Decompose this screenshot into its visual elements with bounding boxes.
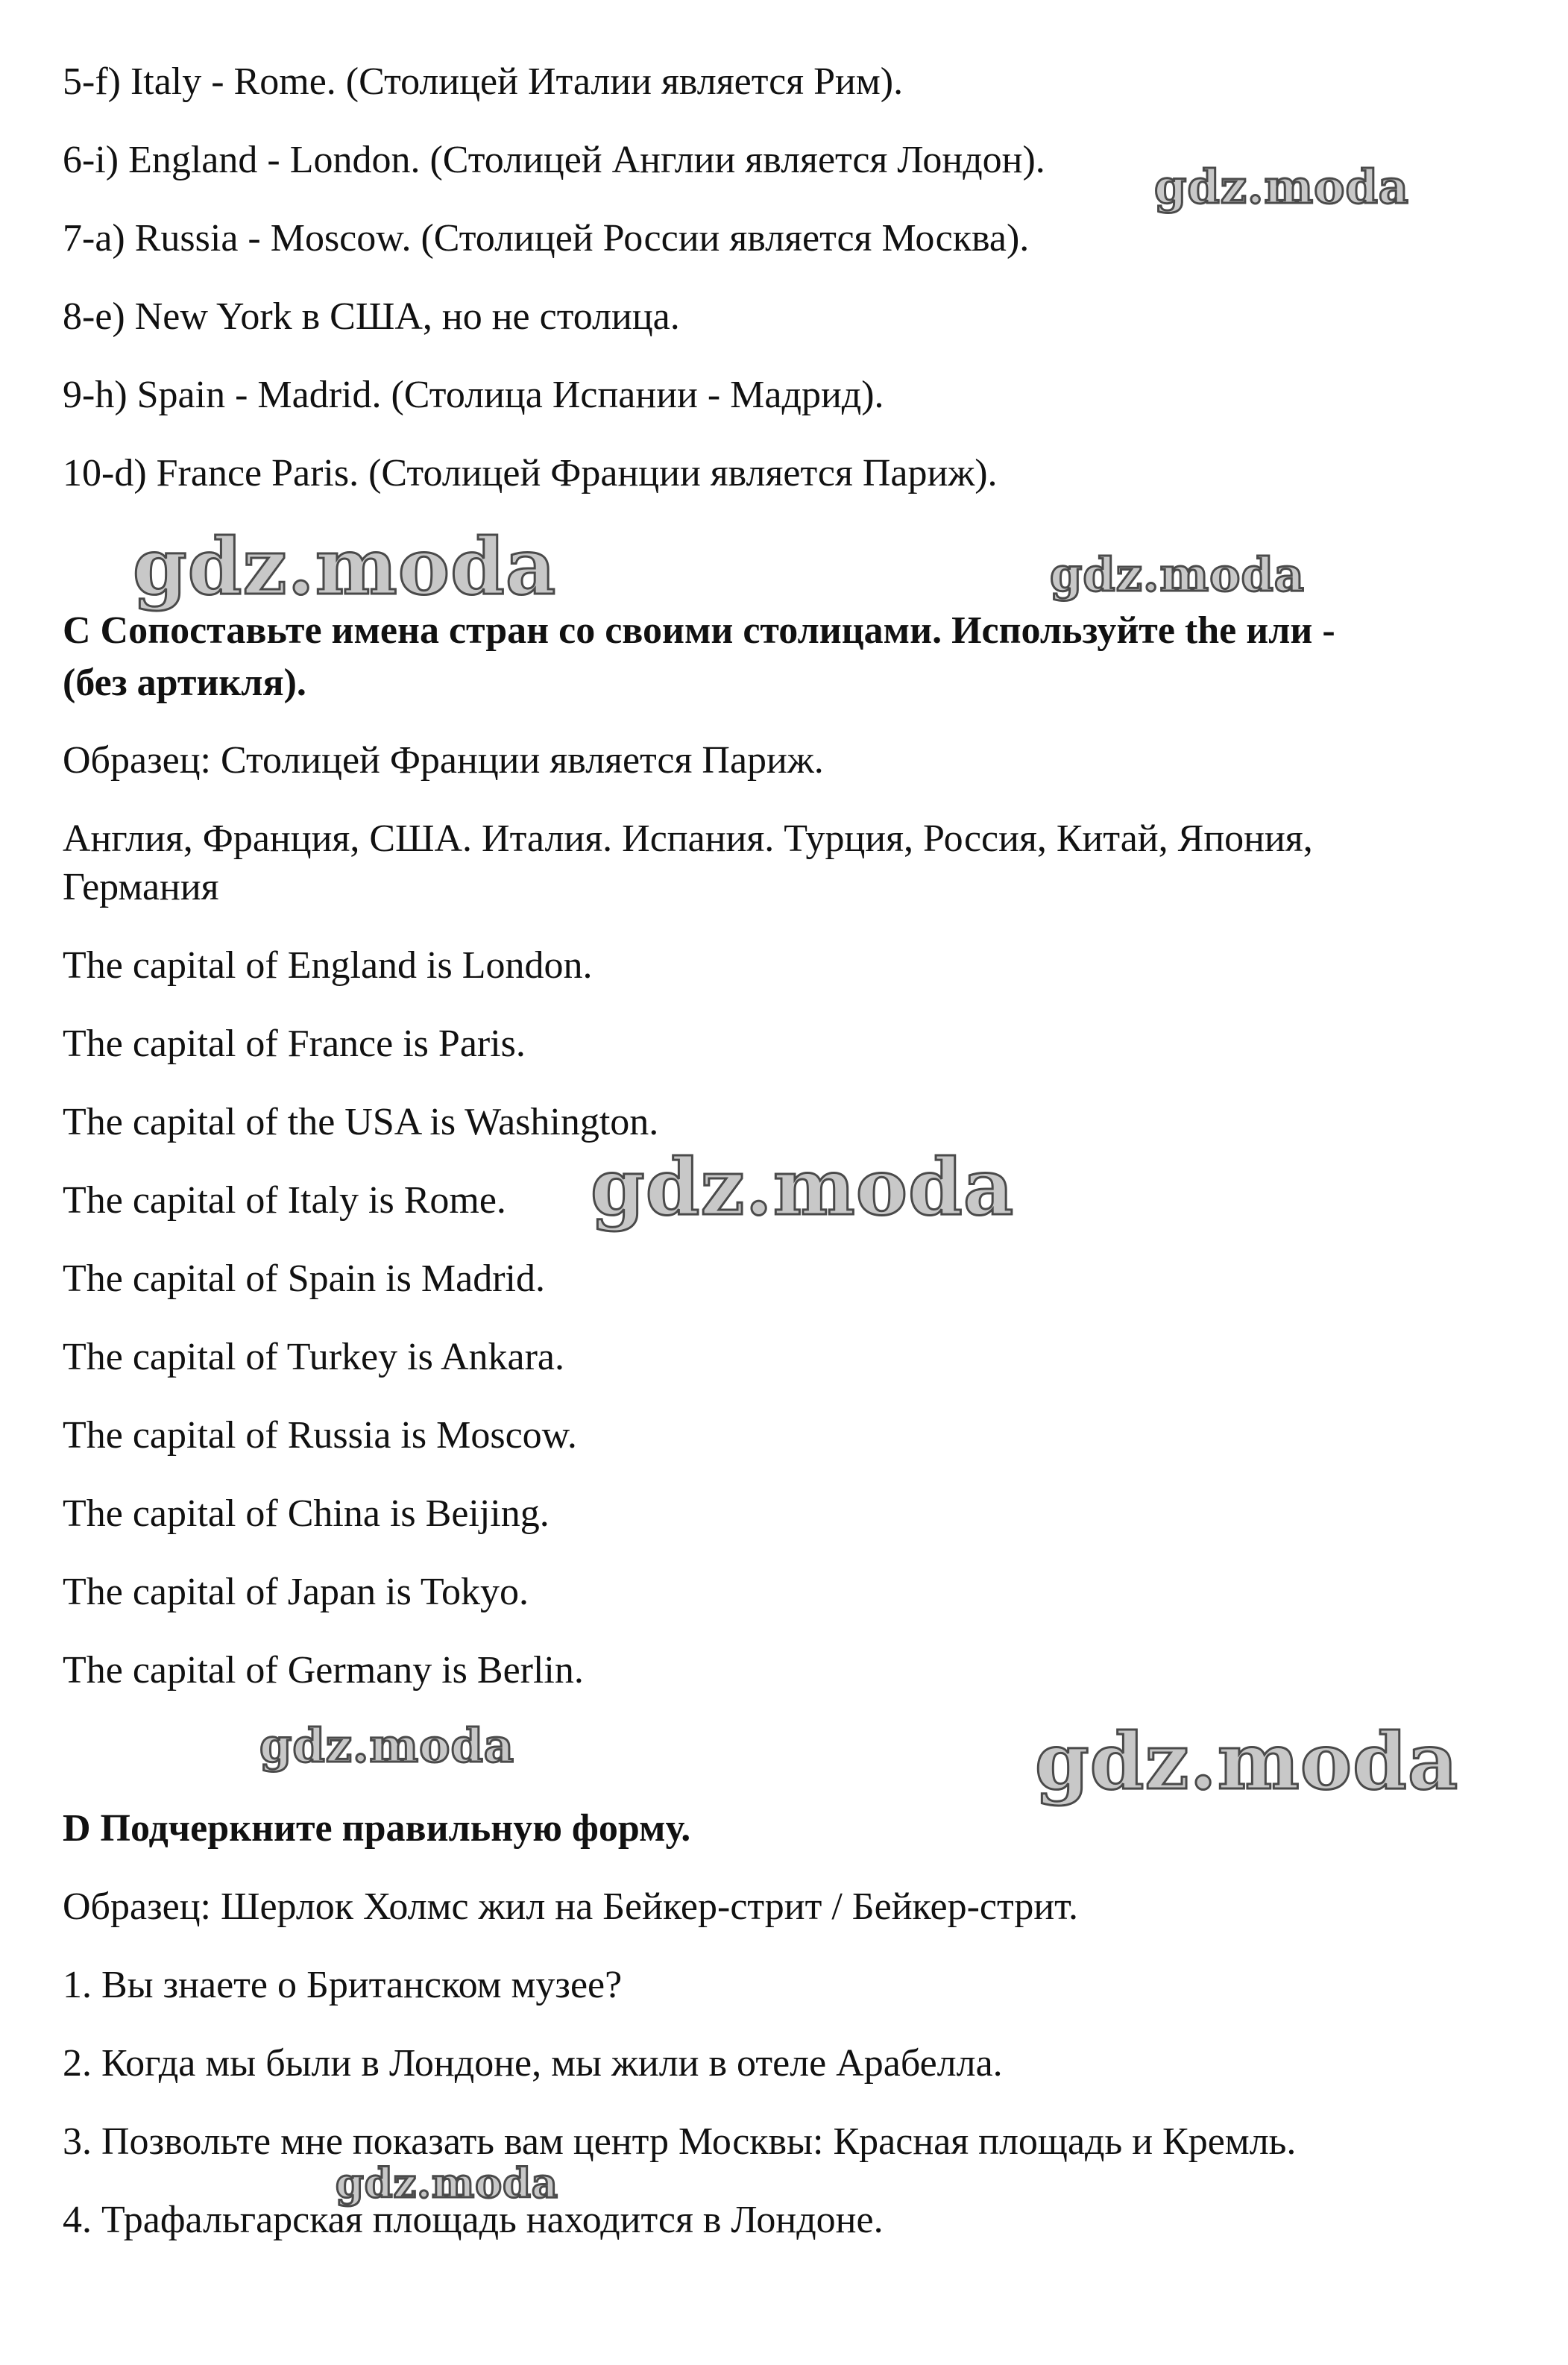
watermark-logo: gdz.moda xyxy=(133,521,557,612)
section-c-example: Образец: Столицей Франции является Париж. xyxy=(63,739,824,782)
capital-answer-spain: The capital of Spain is Madrid. xyxy=(63,1257,545,1300)
watermark-logo: gdz.moda xyxy=(336,2159,558,2207)
answer-line-9: 9-h) Spain - Madrid. (Столица Испании - Мадрид). xyxy=(63,374,884,416)
answer-line-6: 6-i) England - London. (Столицей Англии является Лондон). xyxy=(63,139,1045,181)
watermark-logo: gdz.moda xyxy=(1035,1715,1459,1807)
capital-answer-china: The capital of China is Beijing. xyxy=(63,1492,550,1535)
capital-answer-usa: The capital of the USA is Washington. xyxy=(63,1101,659,1143)
section-c-countries-cont: Германия xyxy=(63,866,219,908)
section-d-heading: D Подчеркните правильную форму. xyxy=(63,1807,691,1850)
answer-line-10: 10-d) France Paris. (Столицей Франции является Париж). xyxy=(63,452,998,494)
section-c-heading-cont: (без артикля). xyxy=(63,662,306,704)
answer-line-8: 8-e) New York в США, но не столица. xyxy=(63,295,680,338)
capital-answer-italy: The capital of Italy is Rome. xyxy=(63,1179,506,1222)
watermark-logo: gdz.moda xyxy=(591,1141,1015,1233)
answer-line-7: 7-a) Russia - Moscow. (Столицей России является Москва). xyxy=(63,217,1030,260)
watermark-logo: gdz.moda xyxy=(1154,160,1409,214)
capital-answer-turkey: The capital of Turkey is Ankara. xyxy=(63,1336,564,1378)
section-d-example: Образец: Шерлок Холмс жил на Бейкер-стрит / Бейкер-стрит. xyxy=(63,1885,1078,1928)
watermark-logo: gdz.moda xyxy=(1050,547,1305,602)
watermark-logo: gdz.moda xyxy=(259,1718,514,1773)
capital-answer-france: The capital of France is Paris. xyxy=(63,1023,526,1065)
section-c-heading: C Сопоставьте имена стран со своими столицами. Используйте the или - xyxy=(63,609,1335,652)
answer-line-5: 5-f) Italy - Rome. (Столицей Италии является Рим). xyxy=(63,60,904,103)
section-d-item-2: 2. Когда мы были в Лондоне, мы жили в отеле Арабелла. xyxy=(63,2042,1003,2085)
section-d-item-1: 1. Вы знаете о Британском музее? xyxy=(63,1964,623,2006)
section-d-item-3: 3. Позвольте мне показать вам центр Москвы: Красная площадь и Кремль. xyxy=(63,2120,1297,2163)
section-c-countries: Англия, Франция, США. Италия. Испания. Турция, Россия, Китай, Япония, xyxy=(63,817,1313,860)
capital-answer-england: The capital of England is London. xyxy=(63,944,593,987)
section-d-item-4: 4. Трафальгарская площадь находится в Лондоне. xyxy=(63,2199,884,2241)
capital-answer-japan: The capital of Japan is Tokyo. xyxy=(63,1571,529,1613)
capital-answer-germany: The capital of Germany is Berlin. xyxy=(63,1649,584,1692)
capital-answer-russia: The capital of Russia is Moscow. xyxy=(63,1414,577,1457)
